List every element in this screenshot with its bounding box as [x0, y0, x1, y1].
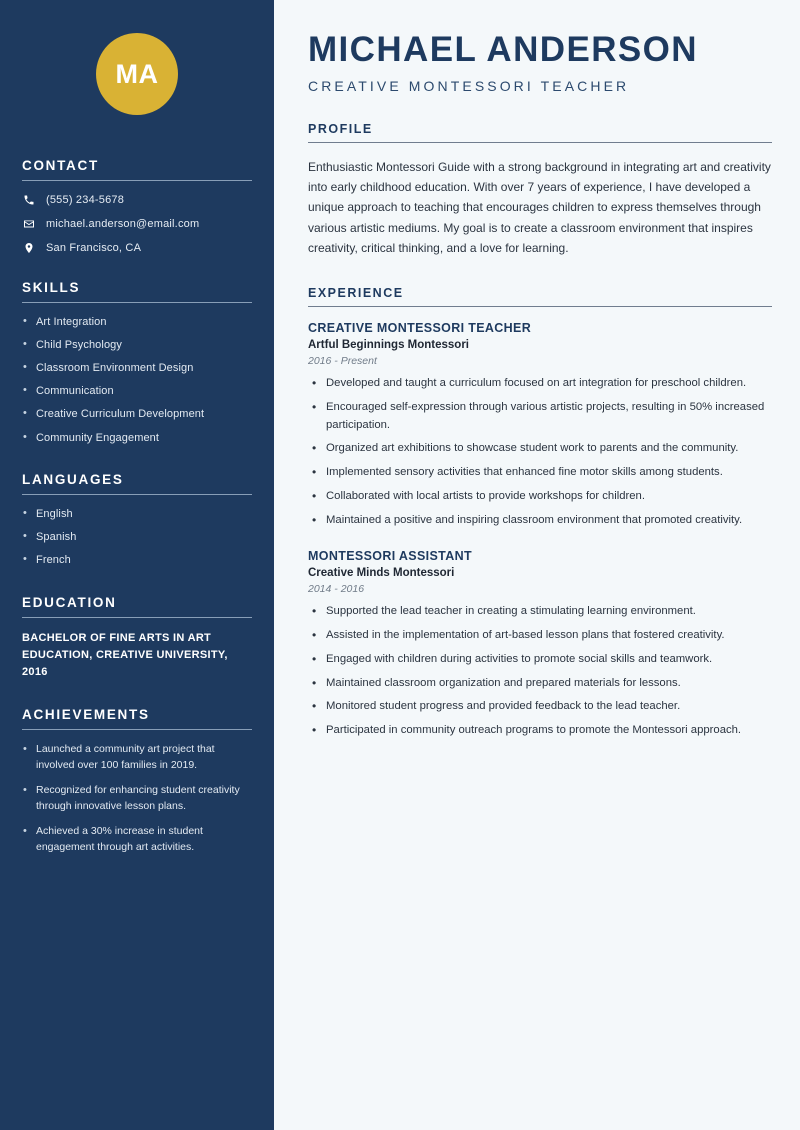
list-item: • Supported the lead teacher in creating a stimulating learning environment.	[308, 603, 772, 621]
list-item: • Engaged with children during activities to promote social skills and teamwork.	[308, 651, 772, 669]
skills-list	[22, 315, 252, 446]
contact-item-phone[interactable]	[22, 193, 252, 206]
contact-divider	[22, 180, 252, 181]
list-item: • Maintained classroom organization and prepared materials for lessons.	[308, 675, 772, 693]
skills-heading: SKILLS	[22, 280, 81, 295]
list-item: • Maintained a positive and inspiring classroom environment that promoted creativity.	[308, 512, 772, 530]
skills-section	[22, 280, 252, 446]
contact-location-value: San Francisco, CA	[46, 241, 142, 254]
list-item: • Spanish	[22, 530, 252, 546]
achievements-list	[22, 742, 252, 856]
profile-heading: PROFILE	[308, 121, 373, 136]
avatar: MA	[96, 33, 178, 115]
page-title: MICHAEL ANDERSON	[308, 30, 698, 69]
list-item: • Implemented sensory activities that enhanced fine motor skills among students.	[308, 464, 772, 482]
list-item: • Creative Curriculum Development	[22, 407, 252, 423]
sidebar	[0, 0, 277, 1130]
education-heading: EDUCATION	[22, 594, 117, 610]
contact-item-email[interactable]	[22, 217, 252, 230]
list-item: • Communication	[22, 384, 252, 400]
contact-section	[22, 158, 252, 254]
location-pin-icon	[22, 241, 35, 254]
list-item: • French	[22, 553, 252, 569]
list-item: • Encouraged self-expression through various artistic projects, resulting in 50% increased participation.	[308, 399, 772, 434]
list-item: • Recognized for enhancing student creativity through innovative lesson plans.	[22, 783, 252, 815]
education-divider	[22, 617, 252, 618]
languages-list	[22, 507, 252, 569]
achievements-heading: ACHIEVEMENTS	[22, 707, 150, 723]
phone-icon	[22, 193, 35, 206]
avatar-container	[22, 0, 252, 158]
education-entry: BACHELOR OF FINE ARTS IN ART EDUCATION, CREATIVE UNIVERSITY, 2016	[22, 631, 228, 679]
list-item: • Monitored student progress and provided feedback to the lead teacher.	[308, 698, 772, 716]
experience-section	[308, 286, 772, 740]
experience-entry	[308, 321, 772, 529]
job-company: Artful Beginnings Montessori	[308, 339, 469, 352]
job-company: Creative Minds Montessori	[308, 567, 455, 580]
list-item: • Community Engagement	[22, 431, 252, 447]
languages-heading: LANGUAGES	[22, 472, 124, 488]
list-item: • Launched a community art project that involved over 100 families in 2019.	[22, 742, 252, 774]
profile-divider	[308, 142, 772, 143]
education-section	[22, 595, 252, 681]
list-item: • Developed and taught a curriculum focused on art integration for preschool children.	[308, 375, 772, 393]
contact-phone-value: (555) 234-5678	[46, 193, 125, 206]
job-bullet-list	[308, 603, 772, 739]
contact-heading: CONTACT	[22, 158, 99, 173]
list-item: • Child Psychology	[22, 338, 252, 354]
contact-email-value: michael.anderson@email.com	[46, 217, 200, 230]
job-role-subtitle: CREATIVE MONTESSORI TEACHER	[308, 77, 630, 94]
list-item: • Art Integration	[22, 315, 252, 331]
languages-section	[22, 472, 252, 569]
achievements-divider	[22, 729, 252, 730]
list-item: • Organized art exhibitions to showcase student work to parents and the community.	[308, 440, 772, 458]
job-dates: 2016 - Present	[308, 355, 377, 368]
list-item: • Assisted in the implementation of art-based lesson plans that fostered creativity.	[308, 627, 772, 645]
experience-heading: EXPERIENCE	[308, 285, 404, 300]
job-title: MONTESSORI ASSISTANT	[308, 549, 472, 564]
contact-item-location[interactable]	[22, 241, 252, 254]
list-item: • Participated in community outreach programs to promote the Montessori approach.	[308, 722, 772, 740]
job-bullet-list	[308, 375, 772, 529]
experience-entry	[308, 549, 772, 739]
main-content	[277, 0, 800, 1130]
experience-divider	[308, 306, 772, 307]
list-item: • Achieved a 30% increase in student engagement through art activities.	[22, 824, 252, 856]
list-item: • English	[22, 507, 252, 523]
profile-section	[308, 122, 772, 258]
list-item: • Classroom Environment Design	[22, 361, 252, 377]
job-title: CREATIVE MONTESSORI TEACHER	[308, 321, 532, 336]
envelope-icon	[22, 217, 35, 230]
achievements-section	[22, 707, 252, 856]
job-dates: 2014 - 2016	[308, 583, 365, 596]
profile-text: Enthusiastic Montessori Guide with a strong background in integrating art and creativity into early childhood education. With over 7 years of experience, I have developed a unique approach to teaching that encourages children to express themselves through various artistic mediums. My goal is to create a classroom environment that inspires creativity, critical thinking, and a love for learning.	[308, 160, 771, 255]
list-item: • Collaborated with local artists to provide workshops for children.	[308, 488, 772, 506]
languages-divider	[22, 494, 252, 495]
skills-divider	[22, 302, 252, 303]
